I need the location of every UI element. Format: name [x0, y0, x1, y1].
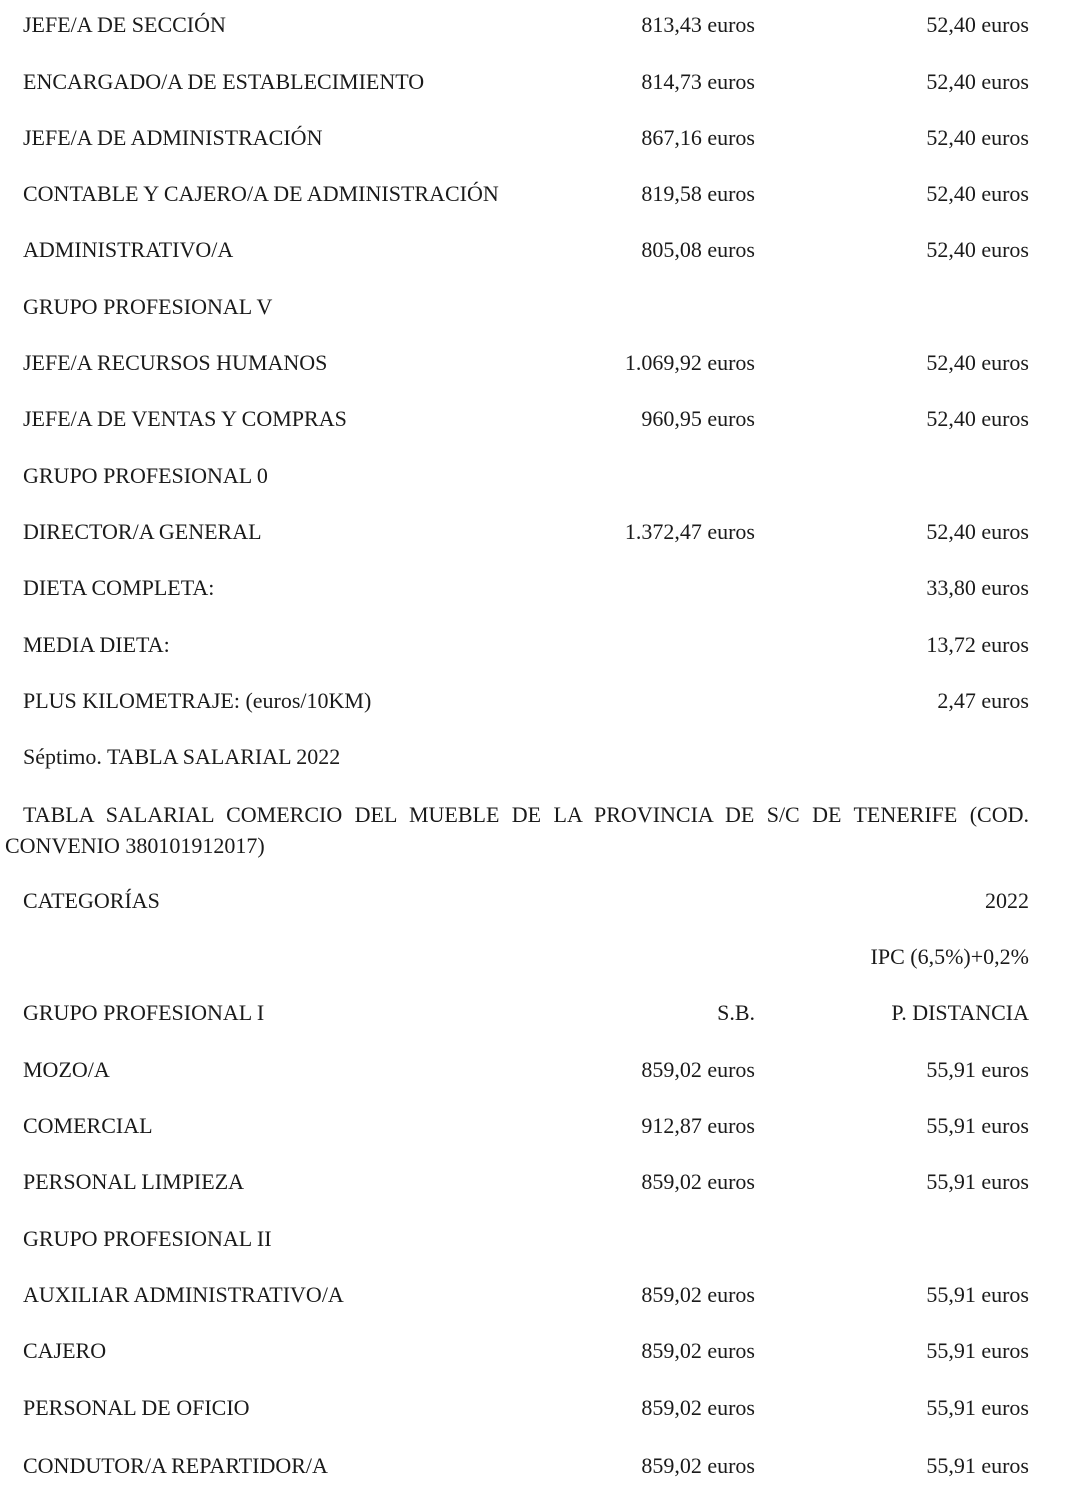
row-salary-base: 819,58 euros [641, 181, 755, 206]
row-salary-base: 960,95 euros [641, 406, 755, 431]
row-category: ADMINISTRATIVO/A [23, 237, 234, 262]
row-plus-distance: 55,91 euros [926, 1057, 1029, 1082]
table-row [0, 1055, 1067, 1085]
section-heading-row [0, 742, 1067, 772]
row-salary-base: 1.069,92 euros [624, 350, 755, 375]
row-plus-distance: 55,91 euros [926, 1169, 1029, 1194]
ipc-header: IPC (6,5%)+0,2% [870, 944, 1029, 969]
group-heading: GRUPO PROFESIONAL I [23, 1000, 265, 1025]
categories-header: CATEGORÍAS [23, 888, 160, 913]
row-plus-distance: 55,91 euros [926, 1113, 1029, 1138]
table-row [0, 10, 1067, 40]
row-category: DIRECTOR/A GENERAL [23, 519, 262, 544]
row-plus-distance: 55,91 euros [926, 1338, 1029, 1363]
row-category: PERSONAL DE OFICIO [23, 1395, 250, 1420]
section-heading: Séptimo. TABLA SALARIAL 2022 [23, 744, 341, 769]
row-plus-distance: 33,80 euros [926, 575, 1029, 600]
row-salary-base: 859,02 euros [641, 1057, 755, 1082]
table-row [0, 630, 1067, 660]
row-category: AUXILIAR ADMINISTRATIVO/A [23, 1282, 344, 1307]
table-header-row [0, 886, 1067, 916]
group-heading: GRUPO PROFESIONAL 0 [23, 463, 268, 488]
group-heading-row [0, 461, 1067, 491]
row-category: CONTABLE Y CAJERO/A DE ADMINISTRACIÓN [23, 181, 499, 206]
row-salary-base: 859,02 euros [641, 1169, 755, 1194]
table-row [0, 1167, 1067, 1197]
table-row [0, 179, 1067, 209]
table-row [0, 123, 1067, 153]
group-heading: GRUPO PROFESIONAL V [23, 294, 273, 319]
table-row [0, 686, 1067, 716]
row-salary-base: 813,43 euros [641, 12, 755, 37]
row-salary-base: 859,02 euros [641, 1453, 755, 1478]
row-plus-distance: 52,40 euros [926, 181, 1029, 206]
table-row [0, 1280, 1067, 1310]
row-plus-distance: 52,40 euros [926, 350, 1029, 375]
table-row [0, 235, 1067, 265]
row-salary-base: 859,02 euros [641, 1338, 755, 1363]
row-salary-base: 867,16 euros [641, 125, 755, 150]
row-salary-base: 1.372,47 euros [624, 519, 755, 544]
row-category: CAJERO [23, 1338, 107, 1363]
row-plus-distance: 52,40 euros [926, 125, 1029, 150]
group-heading-row [0, 292, 1067, 322]
table-row [0, 404, 1067, 434]
row-plus-distance: 13,72 euros [926, 632, 1029, 657]
year-header: 2022 [985, 888, 1029, 913]
table-row [0, 1393, 1067, 1423]
table-title: TABLA SALARIAL COMERCIO DEL MUEBLE DE LA PROVINCIA DE S/C DE TENERIFE (COD. CONVENIO 380101912017) [5, 802, 1029, 858]
row-plus-distance: 52,40 euros [926, 237, 1029, 262]
row-plus-distance: 52,40 euros [926, 519, 1029, 544]
row-category: JEFE/A DE VENTAS Y COMPRAS [23, 406, 347, 431]
group-heading-row [0, 1224, 1067, 1254]
table-header-row [0, 942, 1067, 972]
row-plus-distance: 52,40 euros [926, 406, 1029, 431]
table-header-row [0, 998, 1067, 1028]
row-salary-base: 805,08 euros [641, 237, 755, 262]
row-plus-distance: 52,40 euros [926, 12, 1029, 37]
table-row [0, 67, 1067, 97]
row-category: PERSONAL LIMPIEZA [23, 1169, 245, 1194]
group-heading: GRUPO PROFESIONAL II [23, 1226, 272, 1251]
row-category: MOZO/A [23, 1057, 110, 1082]
row-plus-distance: 52,40 euros [926, 69, 1029, 94]
row-category: ENCARGADO/A DE ESTABLECIMIENTO [23, 69, 425, 94]
plus-distance-header: P. DISTANCIA [891, 1000, 1029, 1025]
row-category: PLUS KILOMETRAJE: (euros/10KM) [23, 688, 372, 713]
table-row [0, 1336, 1067, 1366]
table-row [0, 1451, 1067, 1481]
row-category: CONDUTOR/A REPARTIDOR/A [23, 1453, 328, 1478]
row-salary-base: 859,02 euros [641, 1282, 755, 1307]
row-category: DIETA COMPLETA: [23, 575, 215, 600]
table-row [0, 1111, 1067, 1141]
row-salary-base: 814,73 euros [641, 69, 755, 94]
row-category: MEDIA DIETA: [23, 632, 170, 657]
row-plus-distance: 55,91 euros [926, 1453, 1029, 1478]
salary-base-header: S.B. [717, 1000, 755, 1025]
table-row [0, 573, 1067, 603]
row-category: COMERCIAL [23, 1113, 153, 1138]
row-plus-distance: 55,91 euros [926, 1395, 1029, 1420]
row-category: JEFE/A DE SECCIÓN [23, 12, 226, 37]
table-row [0, 348, 1067, 378]
table-row [0, 517, 1067, 547]
row-plus-distance: 55,91 euros [926, 1282, 1029, 1307]
row-category: JEFE/A RECURSOS HUMANOS [23, 350, 328, 375]
row-category: JEFE/A DE ADMINISTRACIÓN [23, 125, 323, 150]
row-salary-base: 912,87 euros [641, 1113, 755, 1138]
row-plus-distance: 2,47 euros [937, 688, 1029, 713]
row-salary-base: 859,02 euros [641, 1395, 755, 1420]
